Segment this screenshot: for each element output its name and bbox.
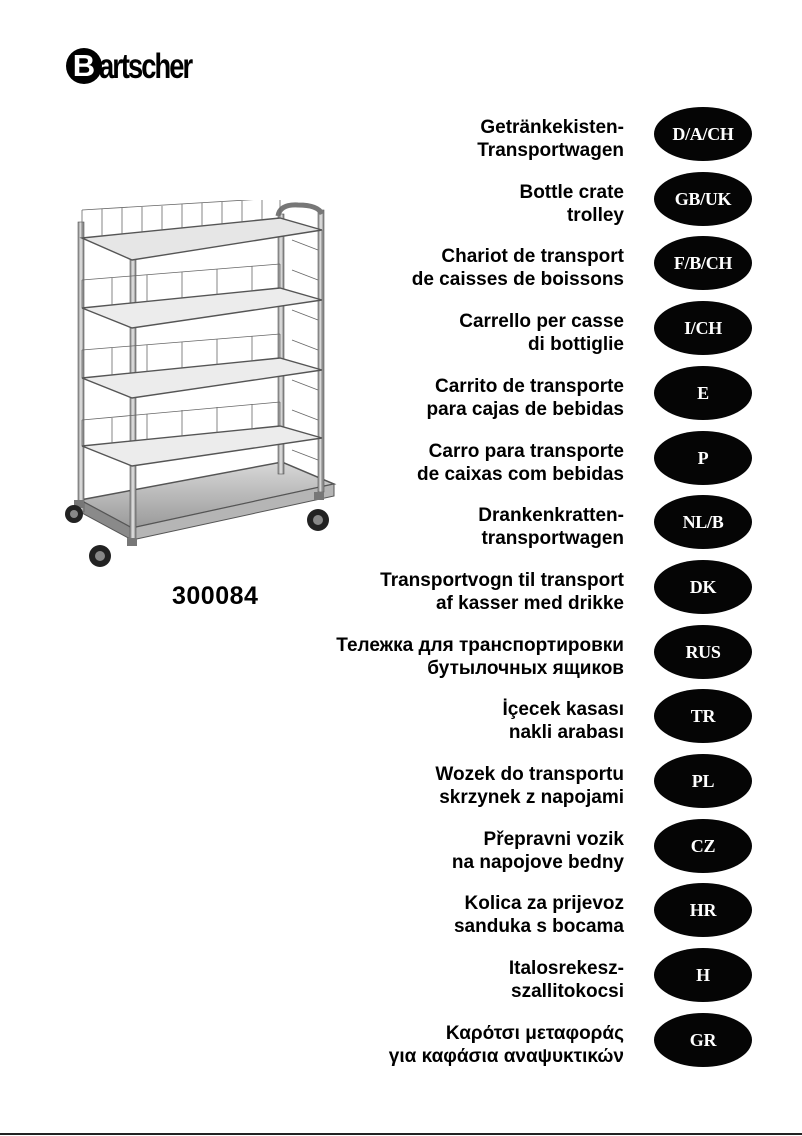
- title-line-2: de caisses de boissons: [411, 269, 624, 290]
- title-line-2: na napojove bedny: [451, 852, 624, 873]
- region-badge: TR: [654, 689, 752, 743]
- title-entry: [164, 892, 624, 938]
- region-badge: PL: [654, 754, 752, 808]
- region-badge: I/CH: [654, 301, 752, 355]
- title-line-1: Přepravni vozik: [483, 829, 624, 850]
- region-badge: GB/UK: [654, 172, 752, 226]
- logo-wordmark: artscher: [99, 47, 192, 86]
- title-entry: [164, 763, 624, 809]
- brand-logo: [66, 44, 216, 92]
- title-entry: [164, 828, 624, 874]
- region-badge: P: [654, 431, 752, 485]
- title-line-2: trolley: [566, 205, 624, 226]
- region-badge: CZ: [654, 819, 752, 873]
- title-line-2: бутылочных ящиков: [427, 658, 624, 679]
- title-line-1: Getränkekisten-: [480, 117, 624, 138]
- title-entry: [164, 569, 624, 615]
- title-line-2: transportwagen: [481, 528, 624, 549]
- title-entry: [164, 440, 624, 486]
- title-line-1: Chariot de transport: [441, 246, 624, 267]
- title-line-2: de caixas com bebidas: [417, 464, 624, 485]
- title-line-2: di bottiglie: [527, 334, 624, 355]
- bottom-rule: [0, 1133, 802, 1135]
- region-badge: GR: [654, 1013, 752, 1067]
- region-badge: DK: [654, 560, 752, 614]
- title-line-2: για καφάσια αναψυκτικών: [388, 1046, 624, 1067]
- region-badge: F/B/CH: [654, 236, 752, 290]
- title-line-1: Carrito de transporte: [435, 376, 624, 397]
- title-entry: [164, 116, 624, 162]
- title-entry: [164, 1022, 624, 1068]
- title-line-1: Bottle crate: [519, 182, 624, 203]
- title-line-1: Drankenkratten-: [478, 505, 624, 526]
- title-line-2: skrzynek z napojami: [439, 787, 624, 808]
- title-line-1: Carrello per casse: [459, 311, 624, 332]
- title-line-1: Kolica za prijevoz: [464, 893, 624, 914]
- title-entry: [164, 245, 624, 291]
- region-badge: H: [654, 948, 752, 1002]
- title-line-1: Wozek do transportu: [435, 764, 624, 785]
- title-line-2: sanduka s bocama: [453, 916, 624, 937]
- region-badge: HR: [654, 883, 752, 937]
- region-badge: E: [654, 366, 752, 420]
- title-line-2: nakli arabası: [508, 722, 624, 743]
- logo-initial: B: [66, 48, 102, 84]
- title-entry: [164, 698, 624, 744]
- title-entry: [164, 504, 624, 550]
- title-entry: [164, 181, 624, 227]
- title-entry: [164, 375, 624, 421]
- title-entry: [164, 310, 624, 356]
- title-line-2: Transportwagen: [477, 140, 624, 161]
- region-badge: RUS: [654, 625, 752, 679]
- title-line-1: İçecek kasası: [502, 699, 624, 720]
- title-entry: [164, 957, 624, 1003]
- title-line-2: szallitokocsi: [511, 981, 624, 1002]
- region-badge: D/A/CH: [654, 107, 752, 161]
- title-line-1: Transportvogn til transport: [380, 570, 624, 591]
- title-line-1: Тележка для транспортировки: [336, 635, 624, 656]
- title-entry: [164, 634, 624, 680]
- title-line-1: Καρότσι μεταφοράς: [445, 1023, 624, 1044]
- title-line-2: para cajas de bebidas: [426, 399, 624, 420]
- title-line-2: af kasser med drikke: [435, 593, 624, 614]
- model-number: 300084: [172, 582, 259, 610]
- title-line-1: Italosrekesz-: [508, 958, 624, 979]
- region-badge: NL/B: [654, 495, 752, 549]
- title-line-1: Carro para transporte: [428, 441, 624, 462]
